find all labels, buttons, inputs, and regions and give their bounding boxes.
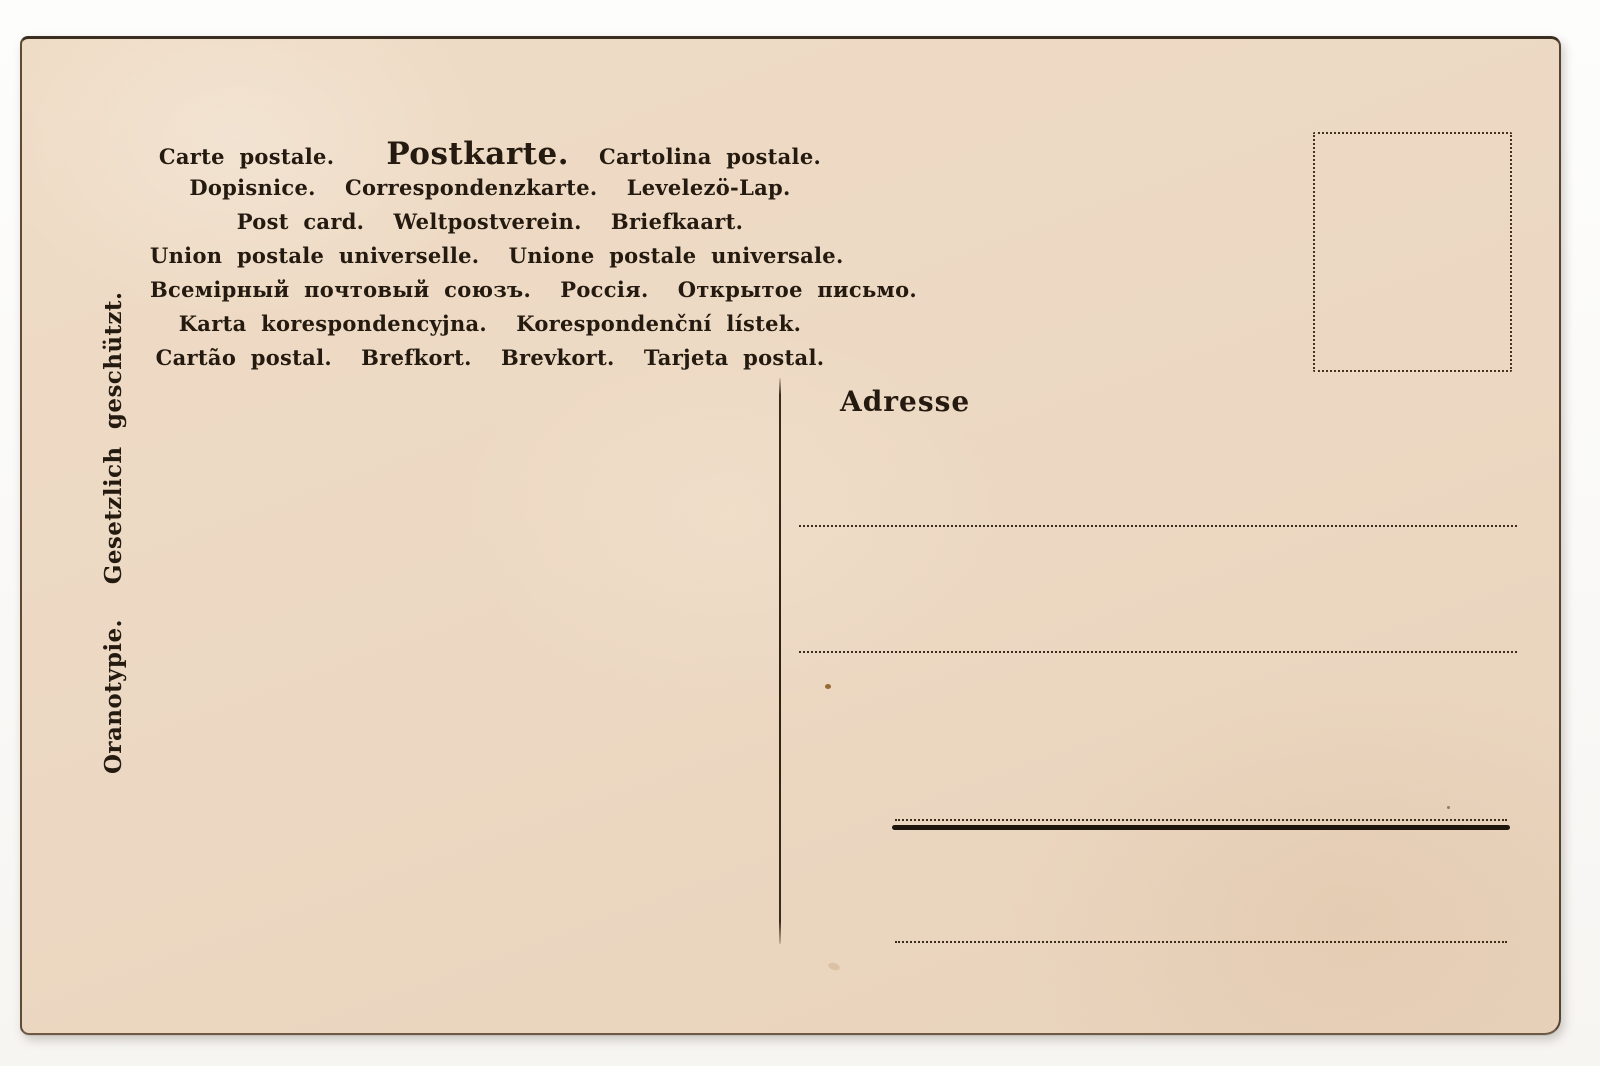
stamp-box bbox=[1313, 132, 1512, 372]
paper-speck bbox=[825, 684, 831, 689]
header-line1-right: Cartolina postale. bbox=[599, 144, 822, 169]
header-line-5: Всемірный почтовый союзъ. Россія. Открытое письмо. bbox=[150, 277, 918, 302]
paper-smudge bbox=[827, 961, 841, 971]
postcard-back bbox=[20, 36, 1561, 1035]
side-imprint: Oranotypie. Gesetzlich geschützt. bbox=[100, 291, 127, 774]
language-header bbox=[150, 136, 918, 375]
header-line-3: Post card. Weltpostverein. Briefkaart. bbox=[236, 209, 744, 234]
address-dotted-line-4 bbox=[895, 941, 1507, 943]
header-line-6: Karta korespondencyjna. Korespondenční lístek. bbox=[178, 311, 802, 336]
header-line-4: Union postale universelle. Unione postale universale. bbox=[150, 243, 844, 268]
header-line1-left: Carte postale. bbox=[158, 144, 335, 169]
header-line-2: Dopisnice. Correspondenzkarte. Levelezö-Lap. bbox=[189, 175, 791, 200]
address-dotted-line-3 bbox=[895, 819, 1507, 821]
address-dotted-line-2 bbox=[799, 651, 1517, 653]
header-line1-center: Postkarte. bbox=[386, 136, 569, 172]
paper-speck bbox=[1447, 806, 1450, 809]
divider-line bbox=[779, 378, 781, 944]
address-label: Adresse bbox=[840, 385, 971, 418]
header-line-7: Cartão postal. Brefkort. Brevkort. Tarjeta postal. bbox=[155, 345, 825, 370]
address-dotted-line-1 bbox=[799, 525, 1517, 527]
address-solid-line bbox=[892, 825, 1510, 830]
header-line-1 bbox=[150, 137, 830, 171]
